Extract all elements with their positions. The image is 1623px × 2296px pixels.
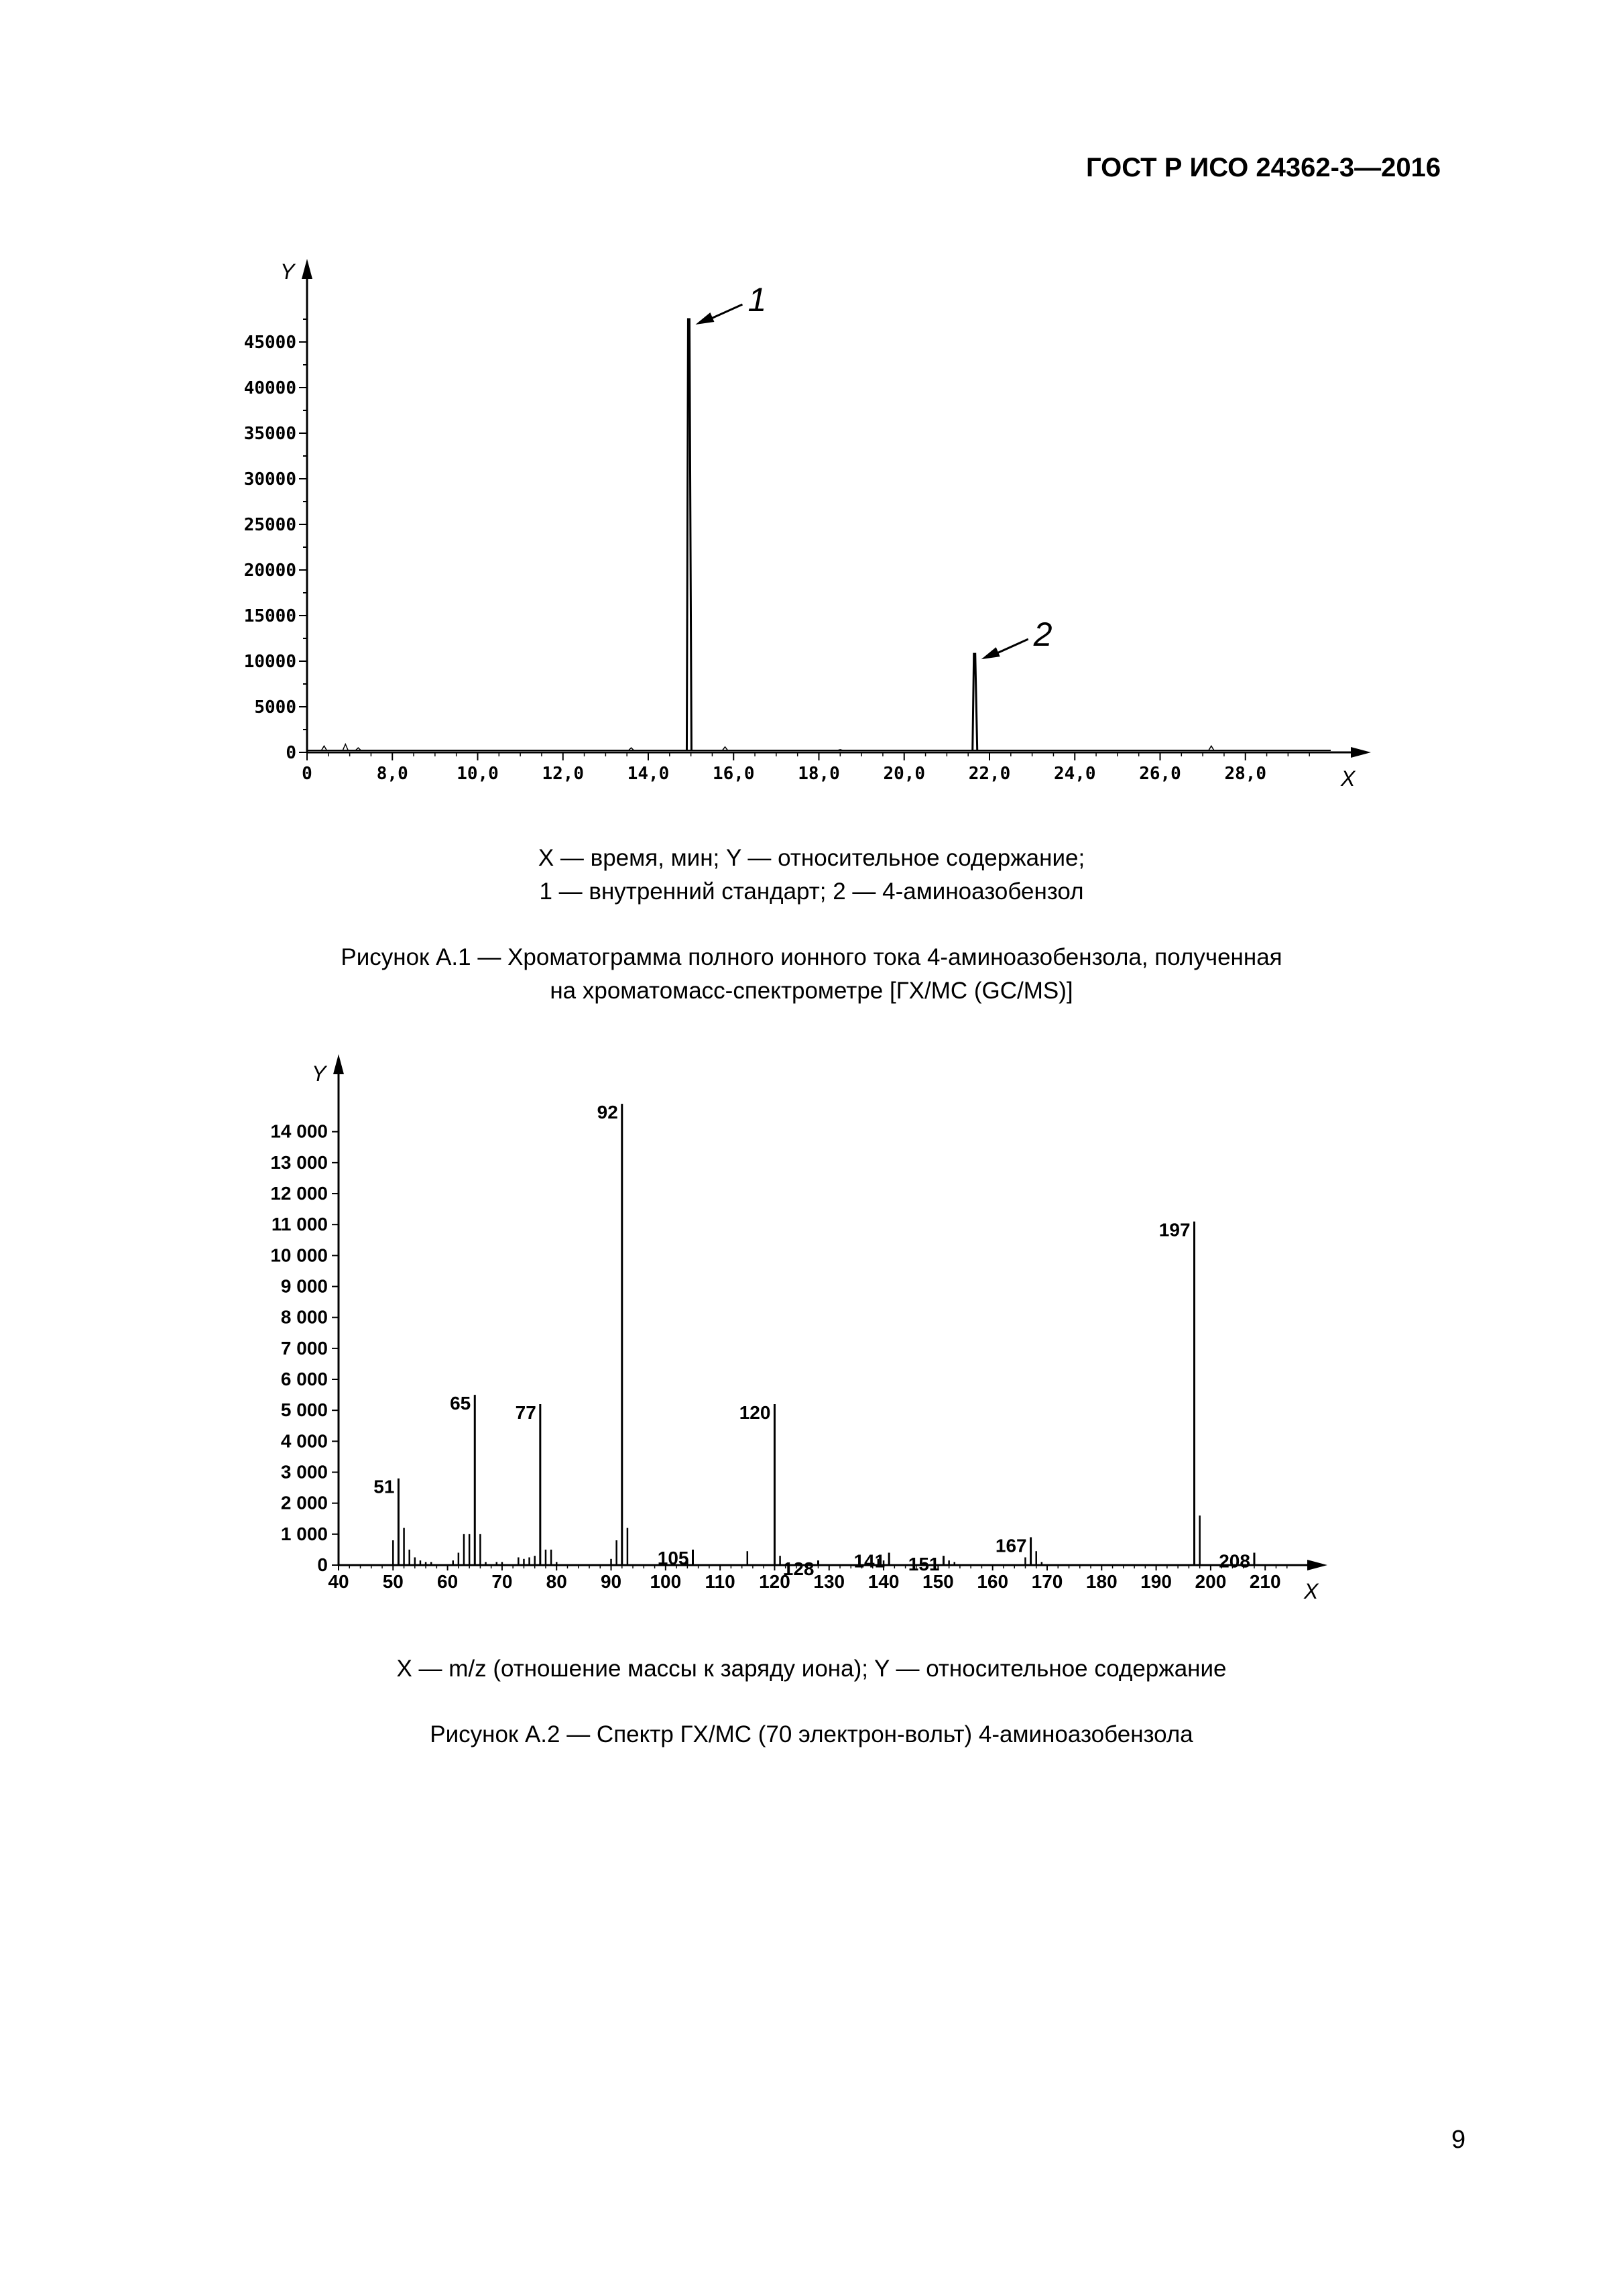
y-axis-arrow — [302, 259, 312, 279]
peak-label-77: 77 — [515, 1401, 536, 1423]
x-tick-label: 22,0 — [968, 764, 1011, 784]
chromatogram-y-ticks — [244, 319, 307, 763]
callout-arrowhead-1 — [695, 312, 714, 325]
peak-label-167: 167 — [995, 1535, 1027, 1556]
x-tick-label: 90 — [600, 1571, 622, 1592]
y-tick-label: 15000 — [243, 606, 296, 626]
chromatogram-x-ticks — [302, 752, 1309, 784]
peak-label-197: 197 — [1158, 1219, 1191, 1241]
x-tick-label: 10,0 — [457, 764, 499, 784]
y-tick-label: 10000 — [243, 652, 296, 672]
y-tick-label: 30000 — [243, 469, 296, 490]
minor-peak — [343, 744, 348, 750]
y-tick-label: 9 000 — [280, 1275, 328, 1297]
figure2-caption — [0, 1718, 1623, 1752]
y-tick-label: 25000 — [243, 515, 296, 535]
document-header: ГОСТ Р ИСО 24362-3—2016 — [1086, 153, 1441, 182]
chromatogram-callouts — [695, 281, 1052, 659]
x-axis-arrow — [1307, 1560, 1327, 1570]
peak-label-141: 141 — [853, 1550, 886, 1572]
y-tick-label: 35000 — [243, 424, 296, 444]
peak-label-151: 151 — [908, 1554, 940, 1575]
figure2-legend — [0, 1652, 1623, 1686]
y-tick-label: 8 000 — [280, 1306, 328, 1328]
y-tick-label: 1 000 — [280, 1523, 328, 1544]
mass-spectrum-chart — [0, 1046, 1623, 1650]
x-tick-label: 70 — [491, 1571, 513, 1592]
figure1-caption — [0, 941, 1623, 1008]
x-tick-label: 26,0 — [1139, 764, 1181, 784]
figure2-caption-line1: Рисунок А.2 — Спектр ГХ/МС (70 электрон-вольт) 4-аминоазобензола — [430, 1721, 1193, 1747]
peak-label-120: 120 — [739, 1401, 771, 1423]
x-tick-label: 160 — [977, 1571, 1009, 1592]
x-tick-label: 140 — [867, 1571, 900, 1592]
peak-label-208: 208 — [1219, 1550, 1250, 1572]
y-axis-arrow — [333, 1054, 344, 1074]
x-tick-label: 200 — [1195, 1571, 1227, 1592]
x-tick-label: 24,0 — [1053, 764, 1096, 784]
x-tick-label: 40 — [328, 1571, 349, 1592]
y-tick-label: 40000 — [243, 378, 296, 398]
x-tick-label: 80 — [546, 1571, 567, 1592]
peak-label-51: 51 — [373, 1476, 395, 1497]
figure1-legend-line2: 1 — внутренний стандарт; 2 — 4-аминоазобензол — [539, 878, 1084, 905]
chromatogram-axes — [280, 259, 1371, 791]
y-tick-label: 7 000 — [280, 1337, 328, 1359]
peak-label-128: 128 — [782, 1558, 815, 1580]
figure2-legend-line1: X — m/z (отношение массы к заряду иона); Y — относительное содержание — [396, 1656, 1227, 1682]
y-tick-label: 3 000 — [280, 1461, 328, 1483]
x-tick-label: 8,0 — [376, 764, 408, 784]
figure1-legend-line1: X — время, мин; Y — относительное содержание; — [538, 845, 1085, 871]
y-tick-label: 12 000 — [270, 1183, 328, 1204]
main-peak-1 — [686, 319, 691, 750]
x-tick-label: 12,0 — [542, 764, 585, 784]
chromatogram-chart — [0, 241, 1623, 845]
peak-label-92: 92 — [597, 1102, 618, 1123]
x-tick-label: 18,0 — [798, 764, 840, 784]
y-tick-label: 20000 — [243, 561, 296, 581]
x-tick-label: 180 — [1085, 1571, 1118, 1592]
x-tick-label: 28,0 — [1224, 764, 1267, 784]
x-tick-label: 0 — [302, 764, 312, 784]
y-tick-label: 4 000 — [280, 1430, 328, 1452]
y-axis-label: Y — [280, 260, 295, 284]
main-peak-2 — [973, 654, 977, 750]
y-tick-label: 45000 — [243, 333, 296, 353]
y-tick-label: 11 000 — [271, 1214, 328, 1235]
y-tick-label: 5 000 — [280, 1399, 328, 1421]
callout-label-1: 1 — [747, 281, 767, 319]
x-axis-label: X — [1304, 1579, 1319, 1603]
chromatogram-trace — [307, 319, 1331, 750]
page-number: 9 — [1451, 2126, 1466, 2154]
callout-arrowhead-2 — [981, 647, 1000, 659]
figure1-caption-line2: на хроматомасс-спектрометре [ГХ/МС (GC/MS)] — [550, 978, 1073, 1004]
y-tick-label: 13 000 — [270, 1151, 328, 1173]
x-tick-label: 150 — [922, 1571, 954, 1592]
spectrum-y-ticks — [270, 1121, 339, 1575]
x-tick-label: 20,0 — [883, 764, 926, 784]
x-axis-label: X — [1341, 766, 1356, 791]
figure1-caption-line1: Рисунок А.1 — Хроматограмма полного ионного тока 4-аминоазобензола, полученная — [341, 944, 1282, 970]
y-tick-label: 14 000 — [270, 1121, 328, 1142]
x-tick-label: 50 — [382, 1571, 404, 1592]
peak-label-105: 105 — [657, 1547, 689, 1568]
figure1-legend — [0, 842, 1623, 909]
x-tick-label: 110 — [705, 1571, 735, 1592]
x-tick-label: 100 — [650, 1571, 682, 1592]
y-axis-label: Y — [312, 1061, 326, 1086]
y-tick-label: 0 — [286, 743, 296, 763]
y-tick-label: 5000 — [254, 697, 296, 718]
y-tick-label: 6 000 — [280, 1369, 328, 1390]
x-tick-label: 190 — [1140, 1571, 1172, 1592]
x-tick-label: 170 — [1031, 1571, 1063, 1592]
x-tick-label: 60 — [437, 1571, 459, 1592]
callout-label-2: 2 — [1033, 616, 1053, 654]
spectrum-axes — [312, 1054, 1327, 1603]
peak-label-65: 65 — [450, 1393, 471, 1414]
y-tick-label: 10 000 — [270, 1245, 328, 1266]
x-tick-label: 14,0 — [627, 764, 670, 784]
x-tick-label: 210 — [1249, 1571, 1281, 1592]
y-tick-label: 2 000 — [280, 1492, 328, 1513]
x-tick-label: 130 — [813, 1571, 845, 1592]
y-tick-label: 0 — [317, 1554, 328, 1575]
x-tick-label: 120 — [759, 1571, 790, 1592]
x-axis-arrow — [1351, 747, 1371, 758]
x-tick-label: 16,0 — [712, 764, 755, 784]
spectrum-bars — [373, 1102, 1254, 1579]
